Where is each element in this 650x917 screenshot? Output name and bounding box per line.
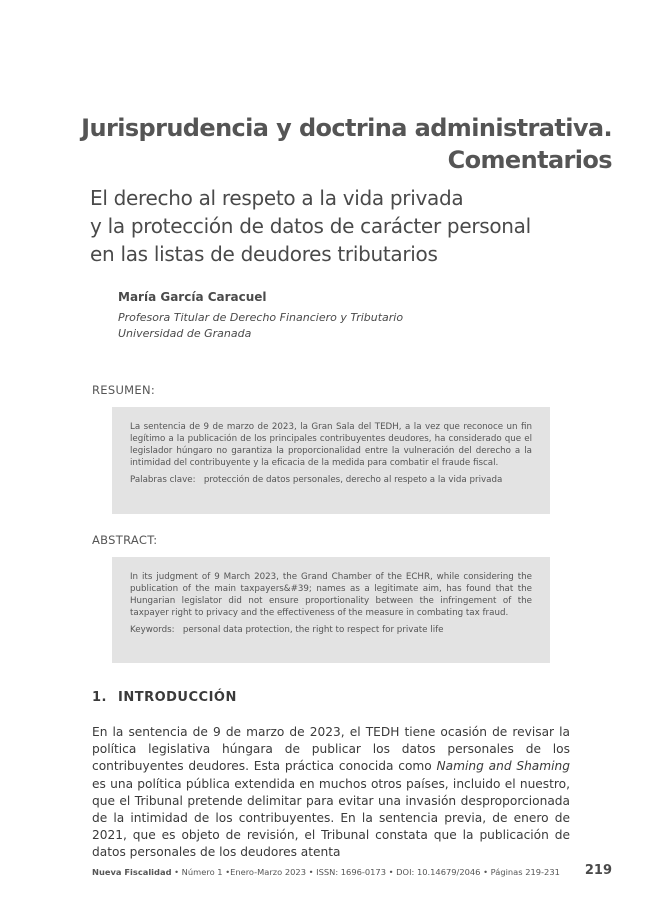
section-heading-text: INTRODUCCIÓN bbox=[118, 690, 237, 705]
resumen-label: RESUMEN: bbox=[92, 383, 156, 397]
section-title-line1: Jurisprudencia y doctrina administrativa. bbox=[81, 114, 612, 142]
page-footer bbox=[92, 867, 560, 877]
intro-paragraph bbox=[92, 724, 570, 862]
resumen-keywords-label: Palabras clave: bbox=[130, 475, 196, 485]
abstract-keywords-value: personal data protection, the right to respect for private life bbox=[182, 625, 444, 635]
section-title bbox=[52, 112, 612, 176]
intro-paragraph-part1: En la sentencia de 9 de marzo de 2023, el TEDH tiene ocasión de revisar la política legislativa húngara de publicar los datos personales de los contribuyentes deudores. Esta práctica conocida como bbox=[92, 725, 570, 774]
journal-details: • Número 1 •Enero-Marzo 2023 • ISSN: 1696-0173 • DOI: 10.14679/2046 • Páginas 219-231 bbox=[171, 867, 560, 877]
abstract-label: ABSTRACT: bbox=[92, 533, 158, 547]
abstract-text: In its judgment of 9 March 2023, the Grand Chamber of the ECHR, while considering the publication of the main taxpayers&#39; names as a legitimate aim, has found that the Hungarian legislator did not ensure proportionality between the infringement of the taxpayer right to privacy and the effectiveness of the measure in combating tax fraud. bbox=[130, 572, 532, 618]
resumen-text: La sentencia de 9 de marzo de 2023, la Gran Sala del TEDH, a la vez que reconoce un fin legítimo a la publicación de los principales contribuyentes deudores, ha considerado que el legislador húngaro no garantiza la proporcionalidad entre la vulneración del derecho a la intimidad del contribuyente y la eficacia de la medida para combatir el fraude fiscal. bbox=[130, 422, 532, 468]
page-number: 219 bbox=[584, 863, 612, 878]
section-number: 1. bbox=[92, 690, 107, 705]
article-title-line2: y la protección de datos de carácter personal bbox=[90, 214, 531, 238]
author-name: María García Caracuel bbox=[118, 290, 267, 304]
journal-name: Nueva Fiscalidad bbox=[92, 867, 172, 877]
abstract-keywords bbox=[130, 624, 532, 636]
section-heading-introduccion bbox=[92, 690, 237, 705]
section-title-line2: Comentarios bbox=[447, 146, 612, 174]
resumen-keywords bbox=[130, 474, 532, 486]
abstract-keywords-label: Keywords: bbox=[130, 625, 175, 635]
article-title-line3: en las listas de deudores tributarios bbox=[90, 242, 438, 266]
article-title bbox=[90, 184, 610, 268]
abstract-box bbox=[112, 557, 550, 663]
resumen-box bbox=[112, 407, 550, 514]
author-affiliation-university: Universidad de Granada bbox=[118, 327, 252, 340]
intro-paragraph-part2: es una política pública extendida en muchos otros países, incluido el nuestro, que el Tribunal pretende delimitar para evitar una invasión desproporcionada de la intimidad de los contribuyentes. En la sentencia previa, de enero de 2021, que es objeto de revisión, el Tribunal constata que la publicación de datos personales de los deudores atenta bbox=[92, 776, 570, 860]
intro-paragraph-emphasis: Naming and Shaming bbox=[436, 759, 570, 774]
article-title-line1: El derecho al respeto a la vida privada bbox=[90, 186, 464, 210]
author-affiliation-position: Profesora Titular de Derecho Financiero y Tributario bbox=[118, 311, 404, 324]
resumen-keywords-value: protección de datos personales, derecho al respeto a la vida privada bbox=[203, 475, 503, 485]
